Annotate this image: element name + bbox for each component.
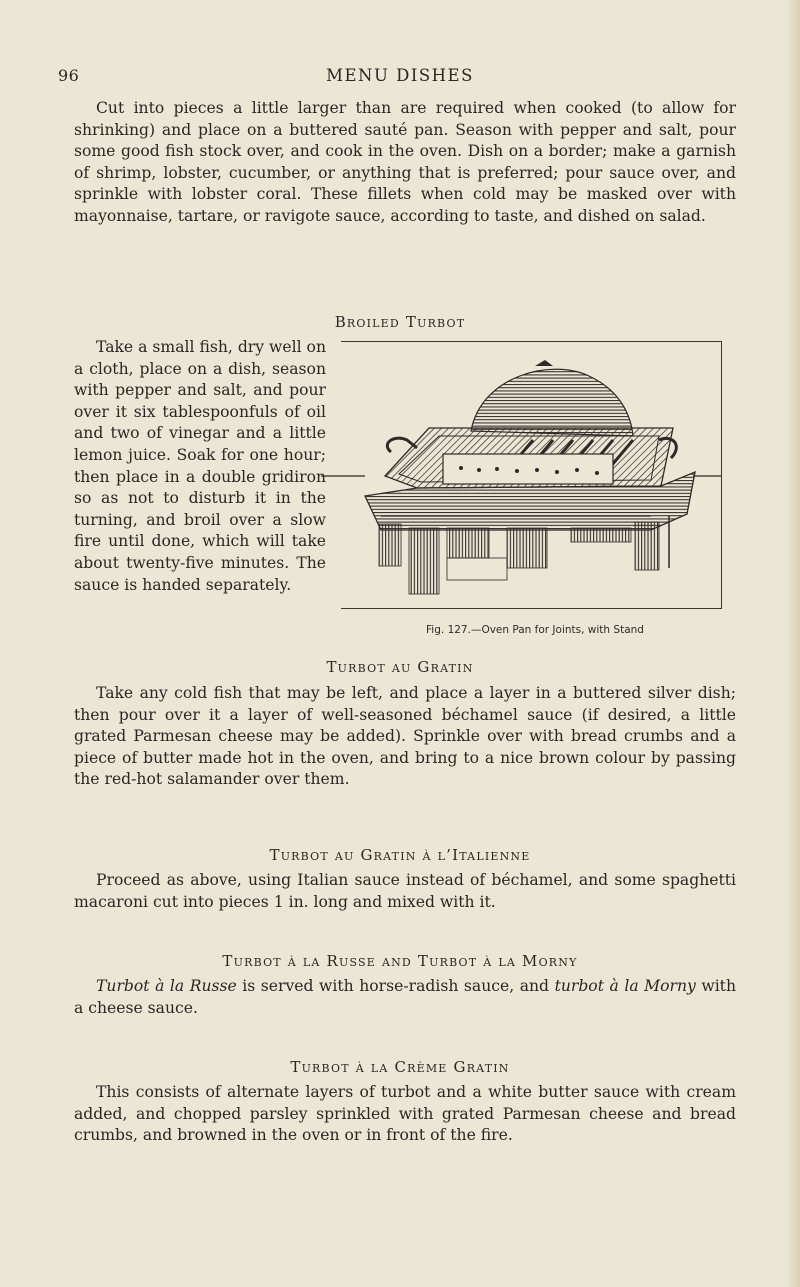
italic-turbot-morny: turbot à la Morny: [554, 977, 696, 995]
heading-turbot-creme-gratin: Turbot à la Crème Gratin: [290, 1058, 510, 1076]
italic-turbot-russe: Turbot à la Russe: [96, 977, 237, 995]
text-fragment: with a cheese sauce.: [74, 977, 736, 1017]
heading-turbot-italienne: Turbot au Gratin à l’Italienne: [269, 846, 531, 864]
turbot-au-gratin-text: Take any cold fish that may be left, and place a layer in a buttered silver dish; then pour over it a layer of well-seasoned béchamel sauce (if desired, a little grated Parmesan cheese may be added). Sprinkle over with bread crumbs and a piece of butter made hot in the oven, and bring to a nice brown colour by passing the red-hot salamander over them.: [74, 684, 736, 789]
page-edge-shadow: [786, 0, 800, 1287]
page-number: 96: [58, 66, 80, 85]
running-head: [0, 66, 800, 90]
heading-turbot-russe-morny: Turbot à la Russe and Turbot à la Morny: [222, 952, 578, 970]
figure-oven-pan: [341, 341, 722, 609]
heading-broiled-turbot: Broiled Turbot: [334, 313, 466, 331]
turbot-creme-gratin-text: This consists of alternate layers of turbot and a white butter sauce with cream added, and chopped parsley sprinkled with grated Parmesan cheese and bread crumbs, and browned in the oven or in front of the fire.: [74, 1083, 736, 1145]
turbot-russe-morny-text: [74, 976, 736, 1019]
turbot-italienne-text: Proceed as above, using Italian sauce instead of béchamel, and some spaghetti macaroni cut into pieces 1 in. long and mixed with it.: [74, 871, 736, 911]
text-fragment: is served with horse-radish sauce, and: [236, 977, 555, 995]
running-head-title: MENU DISHES: [326, 66, 474, 85]
intro-paragraph: Cut into pieces a little larger than are required when cooked (to allow for shrinking) and place on a buttered sauté pan. Season with pepper and salt, pour some good fish stock over, and cook in the oven. Dish on a border; make a garnish of shrimp, lobster, cucumber, or anything that is preferred; pour sauce over, and sprinkle with lobster coral. These fillets when cold may be masked over with mayonnaise, tartare, or ravigote sauce, according to taste, and dished on salad.: [74, 99, 736, 225]
figure-caption: Fig. 127.—Oven Pan for Joints, with Stand: [426, 624, 644, 636]
oven-pan-illustration: [321, 336, 721, 608]
broiled-turbot-text: Take a small fish, dry well on a cloth, place on a dish, season with pepper and salt, and pour over it six tablespoonfuls of oil and two of vinegar and a little lemon juice. Soak for one hour; then place in a double gridiron so as not to disturb it in the turning, and broil over a slow fire until done, which will take about twenty-five minutes. The sauce is handed separately.: [74, 338, 326, 594]
heading-turbot-au-gratin: Turbot au Gratin: [326, 658, 474, 676]
